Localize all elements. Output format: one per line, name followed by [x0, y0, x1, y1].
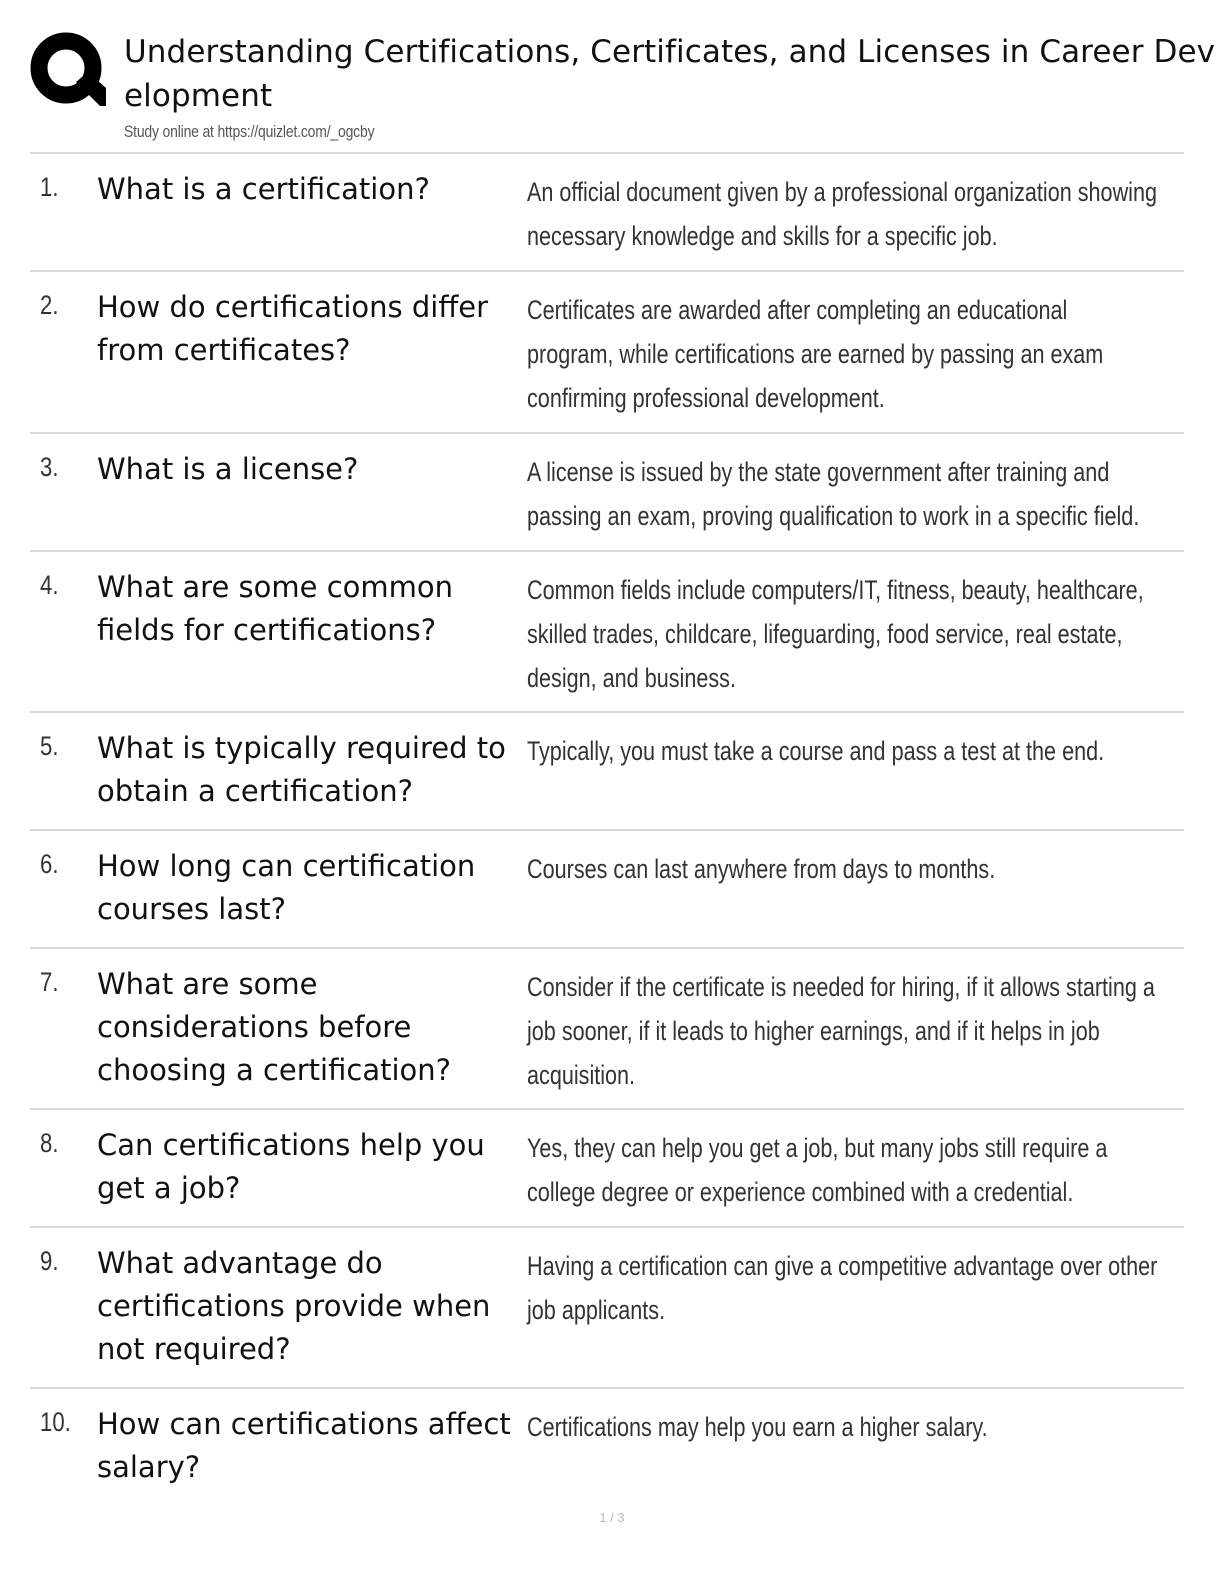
card-definition: An official document given by a professional organization showing necessary knowledge and skills for a specific job. [527, 177, 1157, 251]
page-header [0, 0, 1224, 150]
card-definition: Yes, they can help you get a job, but many jobs still require a college degree or experience combined with a credential. [527, 1133, 1108, 1207]
card-number: 3. [40, 452, 59, 482]
flashcard-row [30, 154, 1184, 272]
card-number: 4. [40, 570, 59, 600]
card-number: 7. [40, 967, 59, 997]
card-term: Can certifications help you get a job? [97, 1128, 485, 1205]
flashcard-row [30, 1389, 1184, 1507]
flashcard-row [30, 434, 1184, 552]
page-title: Understanding Certifications, Certificates, and Licenses in Career Development [124, 34, 1216, 114]
study-online-link[interactable]: Study online at https://quizlet.com/_ogcby [124, 122, 375, 141]
flashcard-row [30, 831, 1184, 949]
card-term: What advantage do certifications provide when not required? [97, 1246, 491, 1366]
flashcard-row [30, 713, 1184, 831]
card-number: 9. [40, 1246, 59, 1276]
card-number: 6. [40, 849, 59, 879]
flashcard-row [30, 1110, 1184, 1228]
card-number: 1. [40, 172, 59, 202]
card-term: What is typically required to obtain a certification? [97, 731, 506, 808]
flashcard-row [30, 1228, 1184, 1389]
card-term: How can certifications affect salary? [97, 1407, 511, 1484]
card-term: How do certifications differ from certificates? [97, 290, 489, 367]
card-term: What is a license? [97, 452, 359, 486]
card-term: What is a certification? [97, 172, 430, 206]
card-number: 8. [40, 1128, 59, 1158]
card-definition: Certificates are awarded after completing an educational program, while certifications are earned by passing an exam confirming professional development. [527, 295, 1104, 413]
card-definition: Certifications may help you earn a higher salary. [527, 1412, 988, 1442]
quizlet-q-logo-icon [30, 32, 106, 108]
flashcard-row [30, 949, 1184, 1110]
card-definition: Having a certification can give a competitive advantage over other job applicants. [527, 1251, 1158, 1325]
flashcard-row [30, 272, 1184, 434]
card-definition: Consider if the certificate is needed for hiring, if it allows starting a job sooner, if it leads to higher earnings, and if it helps in job acquisition. [527, 972, 1155, 1090]
card-definition: Courses can last anywhere from days to months. [527, 854, 996, 884]
page-indicator: 1 / 3 [599, 1510, 625, 1525]
card-definition: A license is issued by the state government after training and passing an exam, proving qualification to work in a specific field. [527, 457, 1140, 531]
card-number: 10. [40, 1407, 71, 1437]
card-number: 2. [40, 290, 59, 320]
flashcard-row [30, 552, 1184, 713]
card-definition: Common fields include computers/IT, fitness, beauty, healthcare, skilled trades, childcare, lifeguarding, food service, real estate, design, and business. [527, 575, 1144, 693]
card-definition: Typically, you must take a course and pass a test at the end. [527, 736, 1105, 766]
card-number: 5. [40, 731, 59, 761]
flashcard-list [30, 154, 1184, 1507]
card-term: How long can certification courses last? [97, 849, 476, 926]
card-term: What are some considerations before choosing a certification? [97, 967, 452, 1087]
card-term: What are some common fields for certifications? [97, 570, 454, 647]
